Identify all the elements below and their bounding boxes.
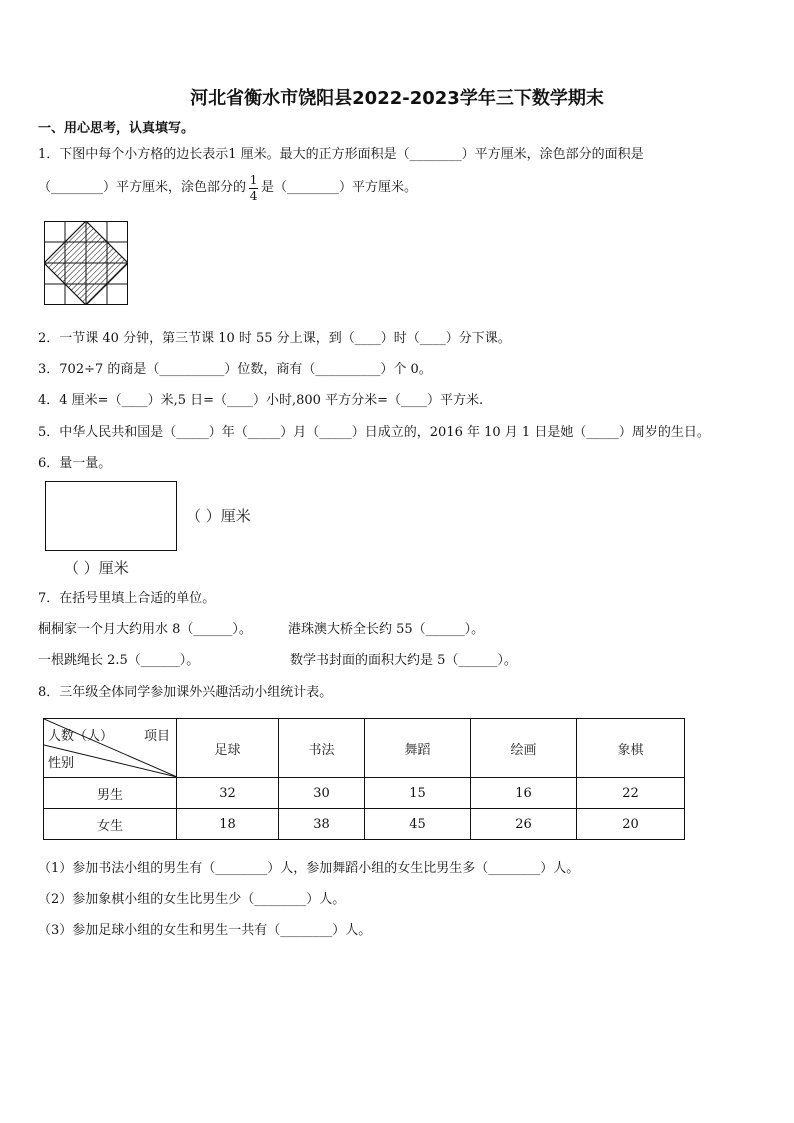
table-cell: 16 [471, 778, 577, 809]
question-1-line-1: 1．下图中每个小方格的边长表示1 厘米。最大的正方形面积是（________）平方厘米，涂色部分的面积是 [38, 147, 644, 162]
measure-right-label: （ ）厘米 [186, 507, 251, 525]
question-7-item-1: 桐桐家一个月大约用水 8（______）。 [38, 622, 252, 637]
question-8-sub-1: （1）参加书法小组的男生有（________）人，参加舞蹈小组的女生比男生多（________）人。 [38, 861, 580, 876]
table-cell: 38 [279, 809, 365, 840]
table-cell: 32 [177, 778, 279, 809]
question-6: 6．量一量。 [38, 456, 112, 471]
table-row [44, 778, 685, 809]
question-4: 4．4 厘米=（____）米,5 日=（____）小时,800 平方分米=（____）平方米. [38, 393, 484, 408]
table-corner-cell [44, 719, 177, 778]
fraction-numerator: 1 [249, 173, 258, 187]
fraction-one-quarter [249, 174, 258, 202]
page-title: 河北省衡水市饶阳县2022-2023学年三下数学期末 [190, 88, 604, 109]
question-7: 7．在括号里填上合适的单位。 [38, 591, 216, 606]
table-cell: 26 [471, 809, 577, 840]
fraction-denominator: 4 [249, 188, 258, 203]
question-2: 2．一节课 40 分钟，第三节课 10 时 55 分上课，到（____）时（____）分下课。 [38, 331, 511, 346]
corner-label-gender: 性别 [48, 756, 75, 771]
row-header: 女生 [44, 809, 177, 840]
table-cell: 22 [577, 778, 685, 809]
column-header: 书法 [279, 719, 365, 778]
table-row [44, 809, 685, 840]
table-cell: 45 [365, 809, 471, 840]
table-cell: 15 [365, 778, 471, 809]
question-1-text-b: 是（________）平方厘米。 [261, 180, 418, 196]
table-header-row [44, 719, 685, 778]
column-header: 足球 [177, 719, 279, 778]
question-3: 3．702÷7 的商是（__________）位数，商有（__________）个 0。 [38, 362, 432, 377]
section-heading: 一、用心思考，认真填写。 [38, 121, 195, 136]
question-5: 5．中华人民共和国是（_____）年（_____）月（_____）日成立的，2016 年 10 月 1 日是她（_____）周岁的生日。 [38, 425, 710, 440]
question-7-item-3: 一根跳绳长 2.5（______）。 [38, 653, 200, 668]
statistics-table [43, 718, 685, 840]
table-cell: 18 [177, 809, 279, 840]
measure-bottom-label: （ ）厘米 [64, 559, 129, 577]
grid-lines [44, 221, 128, 305]
column-header: 绘画 [471, 719, 577, 778]
table-cell: 20 [577, 809, 685, 840]
question-8-sub-2: （2）参加象棋小组的女生比男生少（________）人。 [38, 892, 346, 907]
question-1-text-a: （________）平方厘米，涂色部分的 [38, 180, 247, 196]
question-8: 8．三年级全体同学参加课外兴趣活动小组统计表。 [38, 685, 333, 700]
grid-square-figure [44, 221, 128, 305]
question-7-item-2: 港珠澳大桥全长约 55（______）。 [288, 622, 485, 637]
column-header: 象棋 [577, 719, 685, 778]
table-cell: 30 [279, 778, 365, 809]
question-1-line-2 [38, 174, 417, 202]
row-header: 男生 [44, 778, 177, 809]
column-header: 舞蹈 [365, 719, 471, 778]
corner-label-count: 人数（人） [48, 729, 114, 744]
corner-label-item: 项目 [143, 729, 170, 744]
measure-rectangle [45, 481, 177, 551]
question-7-item-4: 数学书封面的面积大约是 5（______）。 [290, 653, 517, 668]
question-8-sub-3: （3）参加足球小组的女生和男生一共有（________）人。 [38, 923, 372, 938]
